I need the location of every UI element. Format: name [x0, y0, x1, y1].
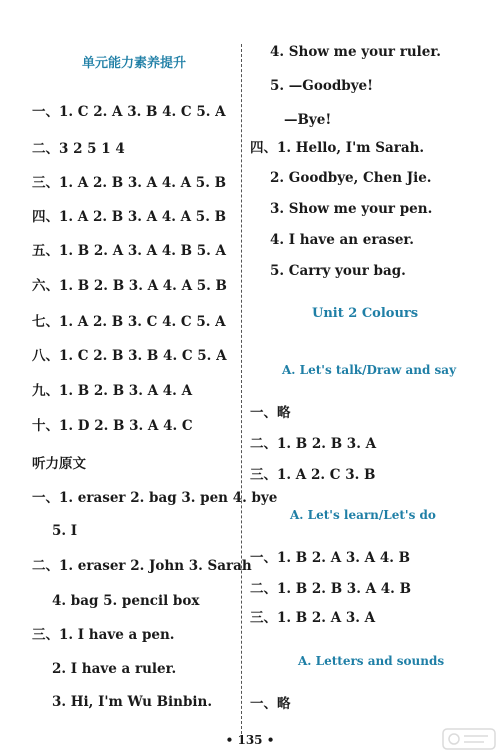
listening-line: 2. I have a ruler. — [52, 661, 177, 677]
page-number: • 135 • — [225, 733, 275, 747]
listening-line: 二、1. eraser 2. John 3. Sarah — [32, 558, 252, 574]
answer-line: 一、略 — [250, 405, 291, 421]
listening-line: 5. Carry your bag. — [270, 263, 406, 279]
answer-line: 一、1. B 2. A 3. A 4. B — [250, 550, 411, 566]
listening-line: —Bye! — [284, 112, 332, 128]
watermark-logo-icon — [442, 727, 496, 751]
answer-line: 十、1. D 2. B 3. A 4. C — [32, 418, 193, 434]
answer-line: 四、1. A 2. B 3. A 4. A 5. B — [32, 209, 227, 225]
answer-line: 三、1. A 2. C 3. B — [250, 467, 376, 483]
answer-line: 七、1. A 2. B 3. C 4. C 5. A — [32, 314, 226, 330]
listening-line: 一、1. eraser 2. bag 3. pen 4. bye — [32, 490, 278, 506]
subsection-title: A. Let's talk/Draw and say — [282, 363, 457, 377]
answer-line: 三、1. A 2. B 3. A 4. A 5. B — [32, 175, 227, 191]
listening-line: 4. Show me your ruler. — [270, 44, 441, 60]
listening-line: 2. Goodbye, Chen Jie. — [270, 170, 432, 186]
listening-line: 4. I have an eraser. — [270, 232, 414, 248]
listening-line: 四、1. Hello, I'm Sarah. — [250, 140, 425, 156]
answer-line: 二、1. B 2. B 3. A — [250, 436, 377, 452]
section-heading-unit-ability: 单元能力素养提升 — [82, 56, 187, 71]
subsection-title: A. Letters and sounds — [298, 654, 445, 668]
answer-line: 三、1. B 2. A 3. A — [250, 610, 376, 626]
answer-line: 八、1. C 2. B 3. B 4. C 5. A — [32, 348, 227, 364]
listening-line: 3. Hi, I'm Wu Binbin. — [52, 694, 213, 710]
answer-line: 二、1. B 2. B 3. A 4. B — [250, 581, 411, 597]
unit-title: Unit 2 Colours — [312, 306, 419, 321]
answer-line: 六、1. B 2. B 3. A 4. A 5. B — [32, 278, 227, 294]
listening-line: 4. bag 5. pencil box — [52, 593, 200, 609]
answer-line: 五、1. B 2. A 3. A 4. B 5. A — [32, 243, 227, 259]
subsection-title: A. Let's learn/Let's do — [290, 508, 436, 522]
listening-line: 5. I — [52, 523, 78, 539]
listening-line: 三、1. I have a pen. — [32, 627, 175, 643]
listening-line: 3. Show me your pen. — [270, 201, 433, 217]
column-divider — [241, 44, 242, 734]
answer-line: 一、略 — [250, 696, 291, 712]
answer-line: 二、3 2 5 1 4 — [32, 141, 125, 157]
answer-line: 九、1. B 2. B 3. A 4. A — [32, 383, 193, 399]
listening-line: 5. —Goodbye! — [270, 78, 374, 94]
answer-line: 一、1. C 2. A 3. B 4. C 5. A — [32, 104, 226, 120]
listening-script-title: 听力原文 — [32, 456, 86, 472]
